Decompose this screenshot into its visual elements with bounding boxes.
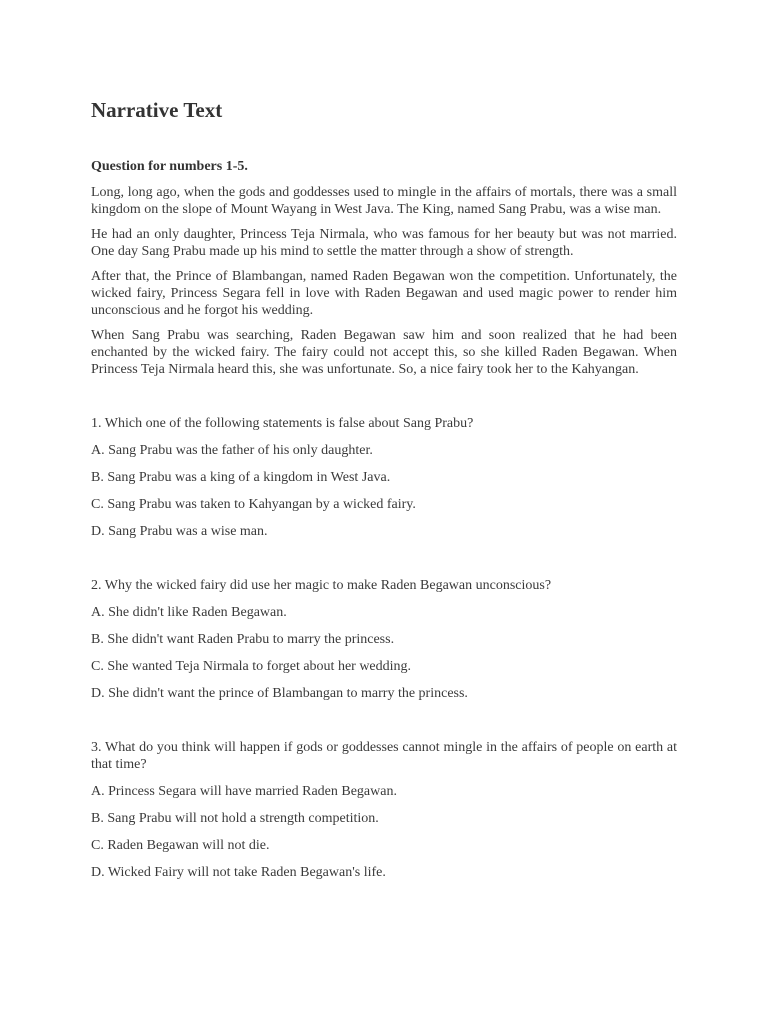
answer-option-a: A. She didn't like Raden Begawan. (91, 605, 287, 620)
story-paragraph: After that, the Prince of Blambangan, named Raden Begawan won the competition. Unfortunately, the wicked fairy, Princess Segara fell in love with Raden Begawan and used magic power to render him unconscious and he forgot his wedding. (91, 269, 677, 318)
question-stem: 1. Which one of the following statements is false about Sang Prabu? (91, 416, 474, 431)
answer-option-b: B. Sang Prabu will not hold a strength competition. (91, 811, 379, 826)
answer-option-c: C. She wanted Teja Nirmala to forget about her wedding. (91, 659, 412, 674)
answer-option-d: D. Wicked Fairy will not take Raden Begawan's life. (91, 865, 386, 880)
story-passage (91, 184, 677, 378)
answer-option-b: B. Sang Prabu was a king of a kingdom in West Java. (91, 470, 391, 485)
answer-option-d: D. She didn't want the prince of Blambangan to marry the princess. (91, 686, 468, 701)
answer-option-b: B. She didn't want Raden Prabu to marry the princess. (91, 632, 395, 647)
document-title: Narrative Text (91, 98, 223, 122)
story-paragraph: Long, long ago, when the gods and goddesses used to mingle in the affairs of mortals, there was a small kingdom on the slope of Mount Wayang in West Java. The King, named Sang Prabu, was a wise man. (91, 185, 677, 217)
answer-option-d: D. Sang Prabu was a wise man. (91, 524, 268, 539)
answer-option-a: A. Princess Segara will have married Raden Begawan. (91, 784, 397, 799)
section-subtitle: Question for numbers 1-5. (91, 159, 248, 174)
story-paragraph: He had an only daughter, Princess Teja Nirmala, who was famous for her beauty but was not married. One day Sang Prabu made up his mind to settle the matter through a show of strength. (91, 227, 677, 259)
question-stem: 2. Why the wicked fairy did use her magic to make Raden Begawan unconscious? (91, 578, 552, 593)
answer-option-c: C. Sang Prabu was taken to Kahyangan by a wicked fairy. (91, 497, 416, 512)
answer-option-c: C. Raden Begawan will not die. (91, 838, 270, 853)
answer-option-a: A. Sang Prabu was the father of his only daughter. (91, 443, 373, 458)
question-1 (91, 415, 677, 540)
question-stem: 3. What do you think will happen if gods or goddesses cannot mingle in the affairs of people on earth at that time? (91, 740, 677, 772)
question-3 (91, 739, 677, 881)
document-page (91, 96, 677, 881)
question-2 (91, 577, 677, 702)
story-paragraph: When Sang Prabu was searching, Raden Begawan saw him and soon realized that he had been enchanted by the wicked fairy. The fairy could not accept this, so she killed Raden Begawan. When Princess Teja Nirmala heard this, she was unfortunate. So, a nice fairy took her to the Kahyangan. (91, 328, 677, 377)
